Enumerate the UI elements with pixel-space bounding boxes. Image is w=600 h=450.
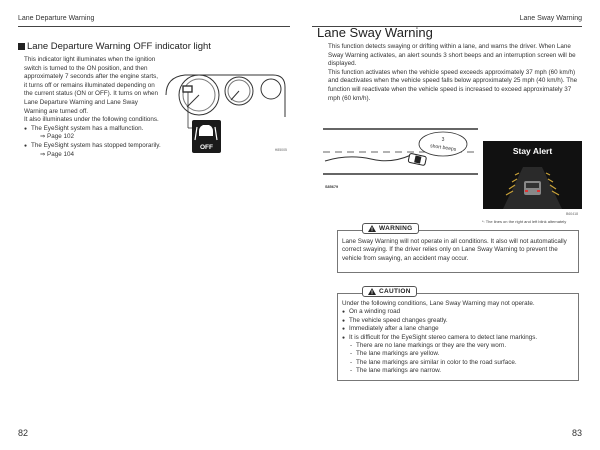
list-item: ● It is difficult for the EyeSight stereo camera to detect lane markings. bbox=[342, 334, 574, 342]
vehicle-sway-path bbox=[325, 155, 411, 161]
sub-list-item: - The lane markings are narrow. bbox=[349, 367, 574, 375]
description-paragraph: This function detects swaying or drifting within a lane, and warns the driver. When Lane Sway Warning activates, an alert sounds 3 short beeps and an interruption screen will be displayed. bbox=[328, 43, 576, 68]
warning-badge bbox=[362, 223, 419, 234]
lane-departure-off-icon bbox=[192, 120, 221, 153]
bullet-text: The EyeSight system has a malfunction. bbox=[31, 124, 144, 132]
car-rear-icon bbox=[524, 181, 541, 195]
fuel-gauge bbox=[261, 79, 281, 99]
sub-list-item: - The lane markings are similar in color to the road surface. bbox=[349, 359, 574, 367]
list-item: ● On a winding road bbox=[342, 308, 574, 316]
indicator-highlight-box bbox=[183, 86, 192, 92]
left-page-number: 82 bbox=[18, 428, 29, 438]
caution-sublist bbox=[342, 342, 574, 376]
conditions-intro: It also illuminates under the following conditions. bbox=[24, 116, 159, 124]
caution-list bbox=[342, 308, 574, 342]
sub-list-item: - The lane markings are yellow. bbox=[349, 350, 574, 358]
figure-code: H85005 bbox=[274, 148, 287, 152]
caution-triangle-icon bbox=[368, 288, 376, 295]
page-title: Lane Sway Warning bbox=[317, 25, 433, 40]
list-item: ● The vehicle speed changes greatly. bbox=[342, 317, 574, 325]
road-figure bbox=[323, 122, 478, 194]
figure-footnote: *: The lines on the right and left blink alternately bbox=[482, 219, 567, 224]
stay-alert-display bbox=[483, 141, 582, 209]
caution-content bbox=[338, 294, 578, 376]
warning-triangle-icon bbox=[368, 225, 376, 232]
left-body bbox=[24, 56, 162, 159]
conditions-list bbox=[24, 125, 162, 159]
caution-badge bbox=[362, 286, 417, 297]
section-title bbox=[18, 41, 211, 52]
indicator-off-label: OFF bbox=[200, 144, 213, 151]
list-item bbox=[24, 125, 162, 142]
bullet-text: The EyeSight system has stopped temporarily. bbox=[31, 141, 161, 149]
figure-code-right: B60418 bbox=[566, 212, 579, 216]
left-running-header: Lane Departure Warning bbox=[18, 15, 95, 22]
indicator-paragraph: This indicator light illuminates when the ignition switch is turned to the ON position, and then approximately 7 seconds after the engine starts, it turns off or remains illuminated depending on the current status (ON or OFF). It turns on when Lane Departure Warning and Lane Sway Warning are turned off. bbox=[24, 56, 159, 115]
section-title-text: Lane Departure Warning OFF indicator light bbox=[27, 41, 211, 52]
sub-list-item: - There are no lane markings or they are the very worn. bbox=[349, 342, 574, 350]
activation-paragraph: This function activates when the vehicle speed exceeds approximately 37 mph (60 km/h) and deactivates when the vehicle speed falls below approximately 25 mph (40 km/h). The function will reactivate when the vehicle speed is increased to exceed approximately 37 mph (60 km/h). bbox=[328, 68, 578, 102]
car-icon bbox=[408, 153, 426, 165]
left-header-rule bbox=[18, 26, 290, 27]
right-page-number: 83 bbox=[571, 428, 582, 438]
warning-label: WARNING bbox=[379, 225, 413, 232]
right-body bbox=[328, 43, 582, 103]
page-reference: ⇒ Page 102 bbox=[40, 133, 74, 141]
right-running-header: Lane Sway Warning bbox=[519, 15, 582, 22]
list-item bbox=[24, 142, 162, 159]
caution-intro: Under the following conditions, Lane Sway Warning may not operate. bbox=[342, 300, 535, 307]
warning-box bbox=[337, 230, 579, 273]
beeps-count: 3 bbox=[441, 137, 445, 143]
warning-text: Lane Sway Warning will not operate in all conditions. It also will not automatically correct swaying. If the driver relies only on Lane Sway Warning to prevent the vehicle from swaying, an accident may occur. bbox=[342, 238, 567, 262]
figure-code-left: S85679 bbox=[325, 185, 339, 189]
instrument-cluster-figure bbox=[163, 67, 288, 179]
section-square-icon bbox=[18, 43, 25, 50]
display-graphic bbox=[483, 159, 582, 209]
stay-alert-title: Stay Alert bbox=[512, 146, 553, 156]
list-item: ● Immediately after a lane change bbox=[342, 325, 574, 333]
caution-label: CAUTION bbox=[379, 288, 411, 295]
page-reference: ⇒ Page 104 bbox=[40, 150, 74, 158]
beeps-label: short beeps bbox=[429, 143, 457, 153]
caution-box bbox=[337, 293, 579, 381]
